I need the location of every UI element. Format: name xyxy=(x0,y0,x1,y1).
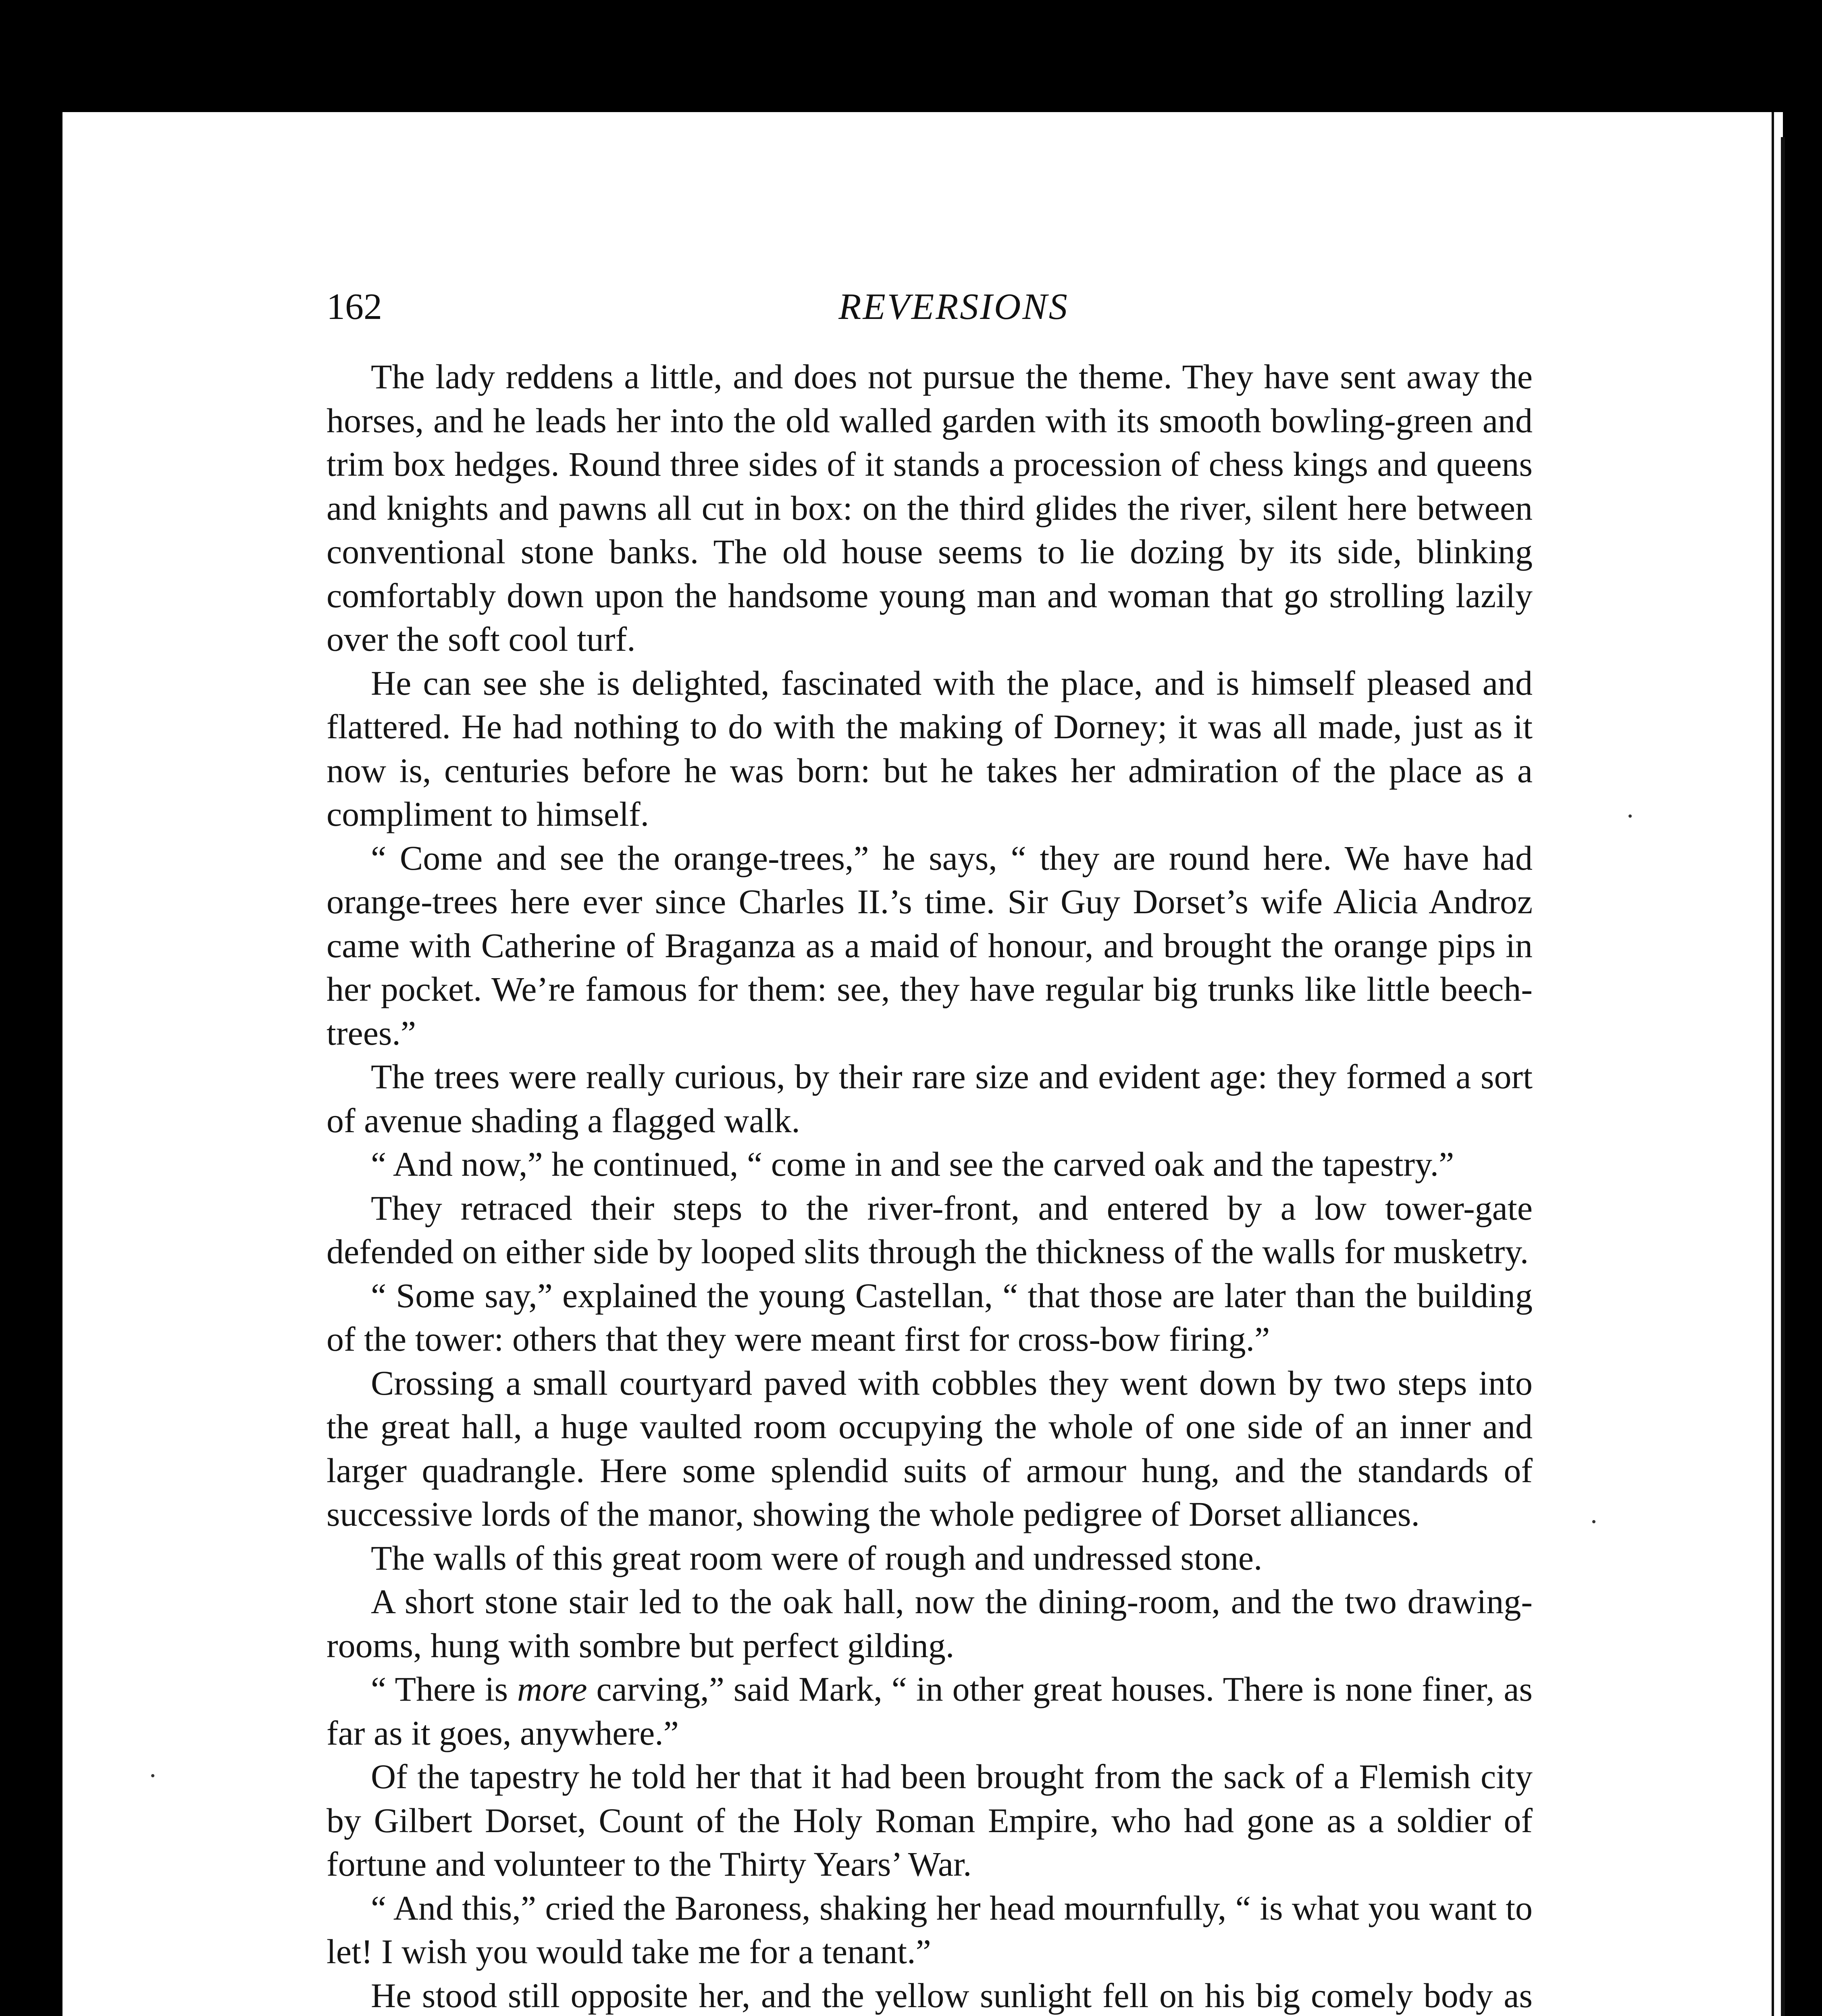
paragraph: “ And now,” he continued, “ come in and see the carved oak and the tapestry.” xyxy=(371,1145,1454,1183)
paragraph: Of the tapestry he told her that it had been brought from the sack of a Flemish city by Gilbert Dorset, Count of the Holy Roman Empire, who had gone as a soldier of fortune and volunteer to the Thirty Years’ War. xyxy=(327,1757,1533,1883)
paragraph: A short stone stair led to the oak hall, now the dining-room, and the two drawing-rooms, hung with sombre but perfect gilding. xyxy=(327,1582,1533,1665)
page-binding-shadow xyxy=(1781,137,1785,2016)
paragraph: “ There is more carving,” said Mark, “ in other great houses. There is none finer, as far as it goes, anywhere.” xyxy=(327,1670,1533,1752)
page-number: 162 xyxy=(327,286,382,327)
paragraph: “ And this,” cried the Baroness, shaking her head mournfully, “ is what you want to let! I wish you would take me for a tenant.” xyxy=(327,1888,1533,1971)
paragraph: Crossing a small courtyard paved with cobbles they went down by two steps into the great hall, a huge vaulted room occupying the whole of one side of an inner and larger quadrangle. Here some splendid suits of armour hung, and the standards of successive lords of the manor, showing the whole pedigree of Dorset alliances. xyxy=(327,1363,1533,1533)
running-head: REVERSIONS xyxy=(838,286,1069,327)
paper-speck xyxy=(1629,814,1632,818)
paragraph: They retraced their steps to the river-front, and entered by a low tower-gate defended on either side by looped slits through the thickness of the walls for musketry. xyxy=(327,1188,1533,1271)
paper-speck xyxy=(1592,1520,1595,1523)
italic-word: more xyxy=(517,1670,587,1708)
paragraph: The lady reddens a little, and does not pursue the theme. They have sent away the horses, and he leads her into the old walled garden with its smooth bowling-green and trim box hedges. Round three sides of it stands a procession of chess kings and queens and knights and pawns all cut in box: on the third glides the river, silent here between conventional stone banks. The old house seems to lie dozing by its side, blinking comfortably down upon the handsome young man and woman that go strolling lazily over the soft cool turf. xyxy=(327,357,1533,658)
paragraph: The walls of this great room were of rough and undressed stone. xyxy=(371,1538,1263,1577)
paragraph: He can see she is delighted, fascinated with the place, and is himself pleased and flattered. He had nothing to do with the making of Dorney; it was all made, just as it now is, centuries before he was born: but he takes her admiration of the place as a compliment to himself. xyxy=(327,663,1533,833)
body-text xyxy=(327,355,1533,2016)
paper-speck xyxy=(151,1774,154,1777)
paragraph: The trees were really curious, by their rare size and evident age: they formed a sort of avenue shading a flagged walk. xyxy=(327,1057,1533,1140)
page-header xyxy=(327,284,1533,329)
paragraph: He stood still opposite her, and the yellow sunlight fell on his big comely body as xyxy=(371,1976,1533,2015)
paragraph: “ Some say,” explained the young Castellan, “ that those are later than the building of the tower: others that they were meant first for cross-bow firing.” xyxy=(327,1276,1533,1358)
paragraph: “ Come and see the orange-trees,” he says, “ they are round here. We have had orange-trees here ever since Charles II.’s time. Sir Guy Dorset’s wife Alicia Androz came with Catherine of Braganza as a maid of honour, and brought the orange pips in her pocket. We’re famous for them: see, they have regular big trunks like little beech-trees.” xyxy=(327,838,1533,1052)
